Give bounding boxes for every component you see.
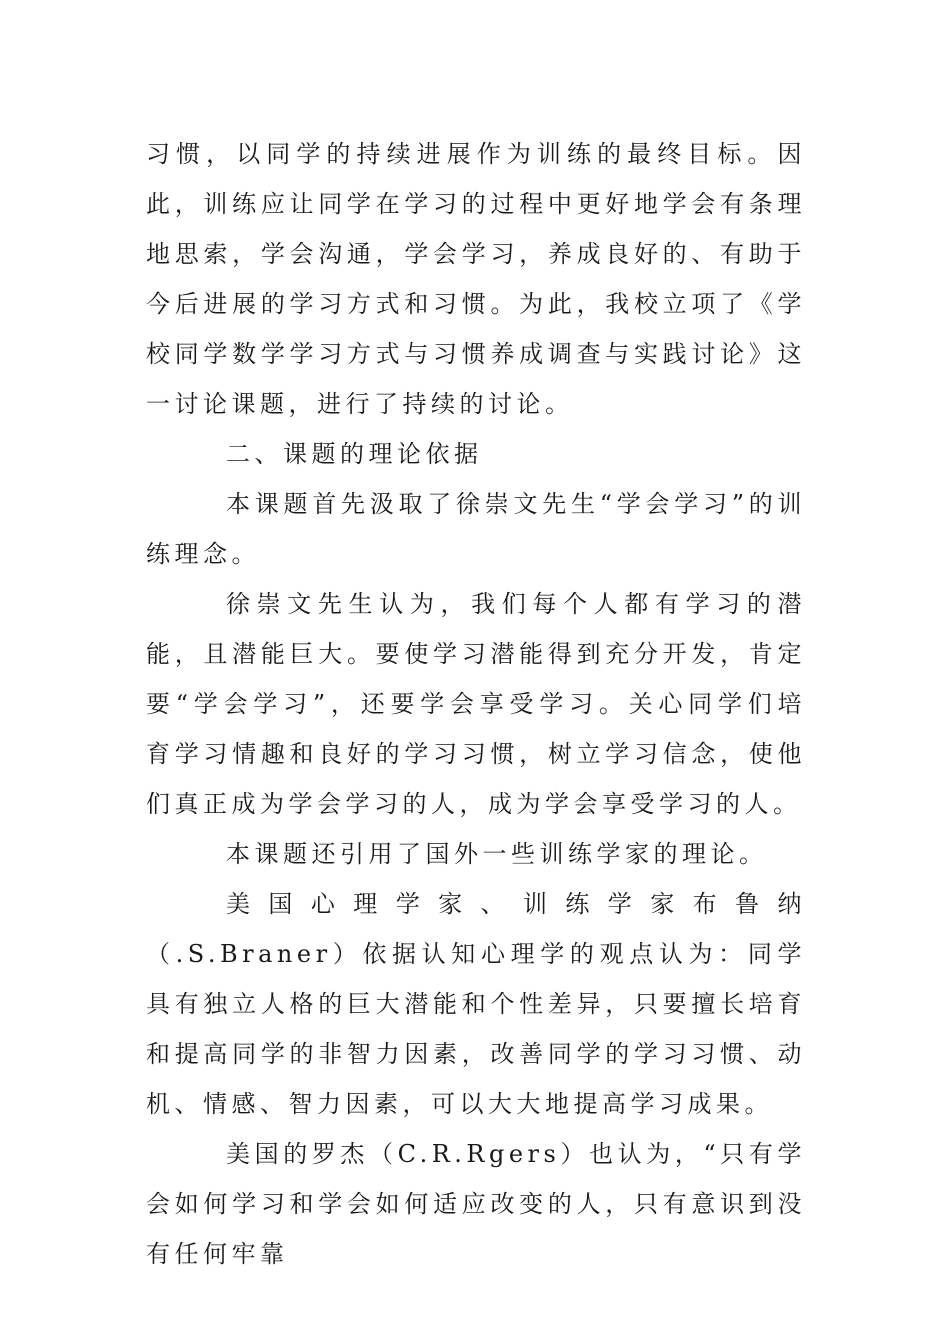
paragraph-rogers: 美国的罗杰（C.R.Rgers）也认为，“只有学会如何学习和学会如何适应改变的人，只有意识到没有任何牢靠 [146, 1140, 806, 1268]
paragraph-intro-continued: 习惯，以同学的持续进展作为训练的最终目标。因此，训练应让同学在学习的过程中更好地学会有条理地思索，学会沟通，学会学习，养成良好的、有助于今后进展的学习方式和习惯。为此，我校立项了《学校同学数学学习方式与习惯养成调查与实践讨论》这一讨论课题，进行了持续的讨论。 [146, 140, 806, 418]
paragraph-xu-chongwen-view: 徐崇文先生认为，我们每个人都有学习的潜能，且潜能巨大。要使学习潜能得到充分开发，肯定要“学会学习”，还要学会享受学习。关心同学们培育学习情趣和良好的学习习惯，树立学习信念，使他们真正成为学会学习的人，成为学会享受学习的人。 [146, 590, 806, 818]
paragraph-xu-chongwen-concept: 本课题首先汲取了徐崇文先生“学会学习”的训练理念。 [146, 490, 806, 568]
paragraph-foreign-theories: 本课题还引用了国外一些训练学家的理论。 [226, 840, 768, 868]
document-body [146, 129, 806, 1279]
paragraph-bruner: 美国心理学家、训练学家布鲁纳（.S.Braner）依据认知心理学的观点认为：同学具有独立人格的巨大潜能和个性差异，只要擅长培育和提高同学的非智力因素，改善同学的学习习惯、动机、情感、智力因素，可以大大地提高学习成果。 [146, 890, 806, 1118]
section-heading-theory-basis: 二、课题的理论依据 [226, 440, 483, 468]
